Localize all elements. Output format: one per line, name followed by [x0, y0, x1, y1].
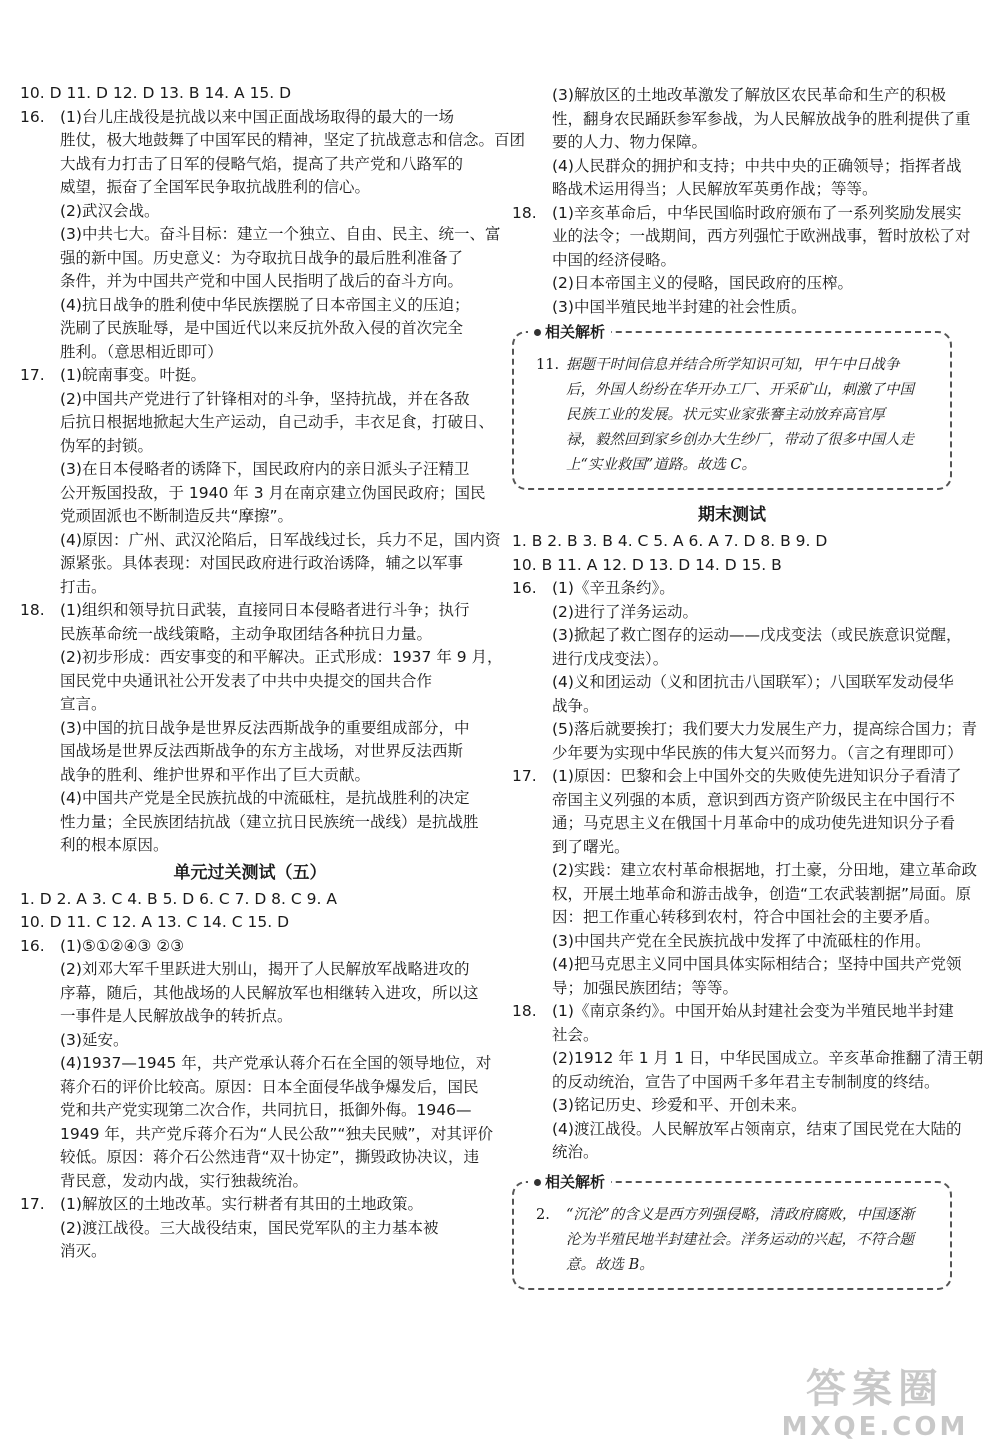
answer-line — [20, 106, 480, 130]
answer-line — [512, 530, 952, 554]
question-number: 18. — [20, 601, 45, 619]
answer-line — [512, 296, 952, 320]
answer-text: (1)组织和领导抗日武装，直接同日本侵略者进行斗争；执行 — [60, 601, 470, 619]
answer-text: 国民党中央通讯社公开发表了中共中央提交的国共合作 — [60, 671, 433, 690]
answer-text: (1)辛亥革命后，中华民国临时政府颁布了一系列奖励发展实 — [552, 203, 962, 222]
answer-line — [20, 911, 480, 935]
answer-line — [512, 671, 952, 695]
answer-line — [512, 155, 962, 179]
answer-text: 消灭。 — [60, 1242, 107, 1260]
answer-line — [20, 646, 503, 670]
answer-text: (4)1937—1945 年，共产党承认蒋介石在全国的领导地位，对 — [60, 1054, 492, 1072]
answer-line — [20, 294, 480, 318]
answer-line — [512, 836, 952, 860]
answer-line — [512, 1118, 962, 1142]
answer-text: (1)台儿庄战役是抗战以来中国正面战场取得的最大的一场 — [60, 107, 454, 126]
answer-text: 性力量；全民族团结抗战（建立抗日民族统一战线）是抗战胜 — [60, 812, 479, 831]
answer-line — [512, 648, 952, 672]
answer-text: 到了曙光。 — [552, 837, 630, 856]
answer-line — [20, 1099, 480, 1123]
answer-line — [20, 1029, 480, 1053]
analysis-line — [536, 1228, 936, 1253]
analysis-text: 意。故选 B。 — [566, 1256, 654, 1273]
answer-line — [20, 1076, 480, 1100]
answer-text: 强的新中国。历史意义：为夺取抗日战争的最后胜利准备了 — [60, 248, 464, 267]
section-title-final: 期末测试 — [698, 505, 766, 525]
answer-text: 统治。 — [552, 1143, 599, 1161]
answer-text: 业的法令；一战期间，西方列强忙于欧洲战事，暂时放松了对 — [552, 227, 971, 245]
answer-text: (1)⑤①②④③ ②③ — [60, 936, 185, 955]
answer-text: (3)中共七大。奋斗目标：建立一个独立、自由、民主、统一、富 — [60, 225, 501, 243]
answer-text: (3)中国共产党在全民族抗战中发挥了中流砥柱的作用。 — [552, 931, 931, 950]
answer-text: 胜利。（意思相近即可） — [60, 342, 223, 361]
answer-text: (4)义和团运动（义和团抗击八国联军）；八国联军发动侵华 — [552, 673, 954, 691]
analysis-line — [536, 353, 936, 378]
answer-line — [512, 108, 971, 132]
unit4-answers — [20, 82, 526, 858]
answer-line — [512, 84, 952, 108]
answer-text: 1. D 2. A 3. C 4. B 5. D 6. C 7. D 8. C 9. A — [20, 889, 337, 908]
answer-line — [20, 129, 526, 153]
analysis-box-1 — [512, 323, 952, 490]
answer-line — [20, 223, 501, 247]
answer-line — [512, 577, 952, 601]
analysis-line — [536, 428, 936, 453]
answer-line — [20, 505, 480, 529]
watermark-logo — [760, 1365, 990, 1445]
answer-text: 伪军的封锁。 — [60, 436, 154, 455]
analysis-text: 据题干时间信息并结合所学知识可知，甲午中日战争 — [566, 357, 900, 373]
answer-line — [20, 176, 480, 200]
answer-text: 胜仗，极大地鼓舞了中国军民的精神，坚定了抗战意志和信念。百团 — [60, 131, 526, 149]
analysis-line — [536, 403, 936, 428]
answer-text: 打击。 — [60, 577, 107, 596]
answer-line — [20, 834, 480, 858]
answer-text: 利的根本原因。 — [60, 836, 169, 854]
answer-text: 一事件是人民解放战争的转折点。 — [60, 1007, 293, 1025]
answer-line — [20, 1240, 480, 1264]
answer-text: 1949 年，共产党斥蒋介石为“人民公敌”“独夫民贼”，对其评价 — [60, 1124, 493, 1143]
answer-text: 战争的胜利、维护世界和平作出了巨大贡献。 — [60, 765, 371, 784]
analysis-line — [536, 1203, 936, 1228]
answer-text: (1)解放区的土地改革。实行耕者有其田的土地政策。 — [60, 1195, 423, 1213]
section-title-unit5: 单元过关测试（五） — [173, 862, 327, 883]
answer-text: (4)中国共产党是全民族抗战的中流砥柱，是抗战胜利的决定 — [60, 789, 470, 807]
final-answers — [512, 530, 984, 1165]
answer-line — [512, 977, 952, 1001]
answer-line — [512, 1094, 952, 1118]
answer-line — [20, 388, 480, 412]
answer-text: 10. D 11. C 12. A 13. C 14. C 15. D — [20, 913, 290, 931]
answer-text: 的反动统治，宣告了中国两千多年君主专制制度的终结。 — [552, 1072, 940, 1091]
answer-text: (2)日本帝国主义的侵略，国民政府的压榨。 — [552, 274, 853, 292]
answer-text: 略战术运用得当；人民解放军英勇作战；等等。 — [552, 180, 878, 198]
analysis-number: 2. — [536, 1206, 550, 1223]
answer-line — [20, 670, 480, 694]
question-number: 18. — [512, 1002, 537, 1020]
answer-text: 洗刷了民族耻辱，是中国近代以来反抗外敌入侵的首次完全 — [60, 319, 464, 337]
answer-text: 权，开展土地革命和游击战争，创造“工农武装割据”局面。原 — [552, 884, 972, 903]
answer-line — [512, 1071, 952, 1095]
answer-line — [20, 1217, 480, 1241]
answer-line — [512, 695, 952, 719]
answer-line — [20, 153, 480, 177]
answer-text: (1)《辛丑条约》。 — [552, 579, 675, 597]
answer-text: (1)皖南事变。叶挺。 — [60, 366, 206, 384]
answer-line — [20, 599, 480, 623]
answer-line — [512, 765, 962, 789]
answer-line — [20, 317, 480, 341]
answer-text: 威望，振奋了全国军民争取抗战胜利的信心。 — [60, 178, 371, 196]
answer-text: 中国的经济侵略。 — [552, 250, 677, 269]
analysis-lines — [536, 353, 936, 478]
answer-text: (3)掀起了救亡图存的运动——戊戌变法（或民族意识觉醒， — [552, 626, 962, 644]
answer-line — [512, 1000, 952, 1024]
answer-text: 条件，并为中国共产党和中国人民指明了战后的奋斗方向。 — [60, 272, 464, 290]
answer-text: 蒋介石的评价比较高。原因：日本全面侵华战争爆发后，国民 — [60, 1077, 479, 1096]
answer-line — [512, 742, 963, 766]
answer-text: 10. D 11. D 12. D 13. B 14. A 15. D — [20, 84, 292, 102]
question-number: 16. — [20, 107, 45, 126]
answer-line — [512, 789, 956, 813]
answer-text: (3)中国半殖民地半封建的社会性质。 — [552, 297, 807, 316]
answer-line — [20, 200, 480, 224]
answer-line — [20, 1193, 480, 1217]
question-number: 17. — [20, 366, 45, 384]
answer-text: 后抗日根据地掀起大生产运动，自己动手，丰衣足食，打破日、 — [60, 413, 495, 431]
answer-line — [20, 787, 480, 811]
analysis-line — [536, 453, 936, 478]
question-number: 17. — [20, 1195, 45, 1213]
answer-text: 少年要为实现中华民族的伟大复兴而努力。（言之有理即可） — [552, 743, 963, 762]
question-number: 16. — [20, 936, 45, 955]
answer-line — [512, 1141, 952, 1165]
unit5-answers-continued — [512, 84, 971, 319]
analysis-text: 沦为半殖民地半封建社会。洋务运动的兴起，不符合题 — [566, 1231, 914, 1248]
answer-line — [20, 1052, 492, 1076]
answer-line — [512, 1047, 984, 1071]
answer-text: (3)解放区的土地改革激发了解放区农民革命和生产的积极 — [552, 86, 946, 104]
answer-text: (2)渡江战役。三大战役结束，国民党军队的主力基本被 — [60, 1218, 439, 1237]
analysis-label: 相关解析 — [528, 1171, 611, 1193]
analysis-box-2 — [512, 1172, 952, 1290]
answer-line — [20, 764, 480, 788]
left-column — [20, 82, 526, 1264]
analysis-line — [536, 378, 936, 403]
answer-line — [512, 953, 962, 977]
answer-line — [20, 529, 501, 553]
answer-text: 源紧张。具体表现：对国民政府进行政治诱降，辅之以军事 — [60, 554, 464, 572]
answer-line — [20, 1146, 480, 1170]
analysis-label: 相关解析 — [528, 321, 611, 343]
answer-line — [20, 341, 480, 365]
answer-line — [512, 883, 972, 907]
answer-text: (3)在日本侵略者的诱降下，国民政府内的亲日派头子汪精卫 — [60, 460, 470, 478]
watermark-url: MXQE.COM — [781, 1412, 969, 1442]
answer-line — [20, 458, 480, 482]
answer-text: 党顽固派也不断制造反共“摩擦”。 — [60, 507, 294, 525]
answer-text: 因：把工作重心转移到农村，符合中国社会的主要矛盾。 — [552, 908, 940, 926]
answer-line — [512, 601, 952, 625]
answer-text: (2)中国共产党进行了针锋相对的斗争，坚持抗战，并在各敌 — [60, 389, 470, 408]
answer-text: 要的人力、物力保障。 — [552, 133, 708, 151]
question-number: 16. — [512, 579, 537, 597]
answer-line — [512, 624, 962, 648]
question-number: 18. — [512, 203, 537, 222]
answer-text: 公开叛国投敌，于 1940 年 3 月在南京建立伪国民政府；国民 — [60, 483, 486, 502]
answer-line — [20, 411, 495, 435]
answer-text: (1)《南京条约》。中国开始从封建社会变为半殖民地半封建 — [552, 1002, 954, 1020]
answer-text: 民族革命统一战线策略，主动争取团结各种抗日力量。 — [60, 624, 433, 643]
bullet-icon — [534, 1179, 541, 1186]
answer-line — [20, 482, 486, 506]
answer-line — [512, 249, 952, 273]
answer-line — [512, 272, 952, 296]
answer-text: 10. B 11. A 12. D 13. D 14. D 15. B — [512, 555, 782, 574]
analysis-text: 禄，毅然回到家乡创办大生纱厂，带动了很多中国人走 — [566, 432, 914, 448]
answer-line — [512, 1024, 952, 1048]
answer-line — [512, 930, 952, 954]
answer-line — [512, 202, 962, 226]
answer-text: (3)中国的抗日战争是世界反法西斯战争的重要组成部分，中 — [60, 718, 470, 737]
answer-text: 社会。 — [552, 1025, 599, 1044]
analysis-number: 11. — [536, 357, 560, 373]
answer-line — [20, 82, 480, 106]
answer-text: 通；马克思主义在俄国十月革命中的成功使先进知识分子看 — [552, 814, 956, 832]
answer-text: 较低。原因：蒋介石公然违背“双十协定”，撕毁政协决议，违 — [60, 1148, 480, 1166]
answer-text: (2)实践：建立农村革命根据地，打土豪，分田地，建立革命政 — [552, 861, 977, 879]
answer-line — [20, 740, 480, 764]
watermark-text: 答案圈 — [806, 1366, 944, 1412]
answer-text: 大战有力打击了日军的侵略气焰，提高了共产党和八路军的 — [60, 154, 464, 173]
unit5-answers — [20, 888, 493, 1264]
analysis-text: 上“实业救国”道路。故选 C。 — [566, 457, 757, 473]
analysis-line — [536, 1253, 936, 1278]
answer-line — [20, 552, 480, 576]
answer-text: 党和共产党实现第二次合作，共同抗日，抵御外侮。1946— — [60, 1101, 472, 1119]
answer-text: 帝国主义列强的本质，意识到西方资产阶级民主在中国行不 — [552, 790, 956, 809]
answer-line — [20, 982, 480, 1006]
answer-text: 国战场是世界反法西斯战争的东方主战场，对世界反法西斯 — [60, 742, 464, 760]
answer-line — [20, 888, 480, 912]
answer-line — [512, 906, 952, 930]
answer-line — [512, 812, 956, 836]
answer-line — [20, 1005, 480, 1029]
answer-line — [20, 811, 480, 835]
answer-text: (4)原因：广州、武汉沦陷后，日军战线过长，兵力不足，国内资 — [60, 530, 501, 549]
answer-line — [20, 435, 480, 459]
answer-line — [512, 859, 977, 883]
answer-text: (2)刘邓大军千里跃进大别山，揭开了人民解放军战略进攻的 — [60, 960, 470, 978]
answer-text: (2)武汉会战。 — [60, 201, 160, 220]
answer-line — [20, 935, 480, 959]
answer-line — [512, 131, 952, 155]
answer-text: (5)落后就要挨打；我们要大力发展生产力，提高综合国力；青 — [552, 720, 977, 738]
analysis-text: 民族工业的发展。状元实业家张謇主动放弃高官厚 — [566, 407, 885, 423]
right-column — [512, 84, 984, 1300]
answer-line — [20, 958, 480, 982]
answer-text: (4)抗日战争的胜利使中华民族摆脱了日本帝国主义的压迫； — [60, 295, 470, 314]
answer-text: 宣言。 — [60, 695, 107, 713]
answer-line — [20, 247, 480, 271]
answer-line — [20, 717, 480, 741]
answer-line — [512, 178, 952, 202]
answer-line — [20, 1170, 480, 1194]
answer-text: 背民意，发动内战，实行独裁统治。 — [60, 1171, 309, 1190]
answer-text: 序幕，随后，其他战场的人民解放军也相继转入进攻，所以这 — [60, 983, 479, 1002]
answer-line — [20, 623, 480, 647]
answer-text: (1)原因：巴黎和会上中国外交的失败使先进知识分子看清了 — [552, 767, 962, 785]
answer-text: (2)进行了洋务运动。 — [552, 602, 698, 621]
answer-line — [20, 693, 480, 717]
answer-text: 1. B 2. B 3. B 4. C 5. A 6. A 7. D 8. B 9. D — [512, 532, 828, 550]
question-number: 17. — [512, 767, 537, 785]
analysis-text: 后，外国人纷纷在华开办工厂、开采矿山，刺激了中国 — [566, 382, 914, 398]
bullet-icon — [534, 329, 541, 336]
answer-text: (3)铭记历史、珍爱和平、开创未来。 — [552, 1096, 807, 1114]
answer-line — [512, 718, 977, 742]
answer-line — [512, 225, 971, 249]
analysis-text: “沉沦”的含义是西方列强侵略，清政府腐败，中国逐渐 — [566, 1206, 915, 1223]
answer-text: (4)把马克思主义同中国具体实际相结合；坚持中国共产党领 — [552, 955, 962, 973]
answer-text: 战争。 — [552, 696, 599, 715]
answer-text: (2)1912 年 1 月 1 日，中华民国成立。辛亥革命推翻了清王朝 — [552, 1049, 984, 1067]
answer-line — [512, 554, 952, 578]
answer-line — [20, 1123, 493, 1147]
answer-line — [20, 270, 480, 294]
answer-text: 进行戊戌变法）。 — [552, 649, 669, 668]
answer-text: (2)初步形成：西安事变的和平解决。正式形成：1937 年 9 月， — [60, 648, 503, 666]
answer-text: (4)渡江战役。人民解放军占领南京，结束了国民党在大陆的 — [552, 1119, 962, 1138]
answer-line — [20, 364, 480, 388]
analysis-lines — [536, 1203, 936, 1278]
answer-line — [20, 576, 480, 600]
answer-text: (3)延安。 — [60, 1030, 129, 1049]
answer-text: 性，翻身农民踊跃参军参战，为人民解放战争的胜利提供了重 — [552, 109, 971, 128]
answer-text: 导；加强民族团结；等等。 — [552, 978, 739, 997]
answer-text: (4)人民群众的拥护和支持；中共中央的正确领导；指挥者战 — [552, 156, 962, 175]
